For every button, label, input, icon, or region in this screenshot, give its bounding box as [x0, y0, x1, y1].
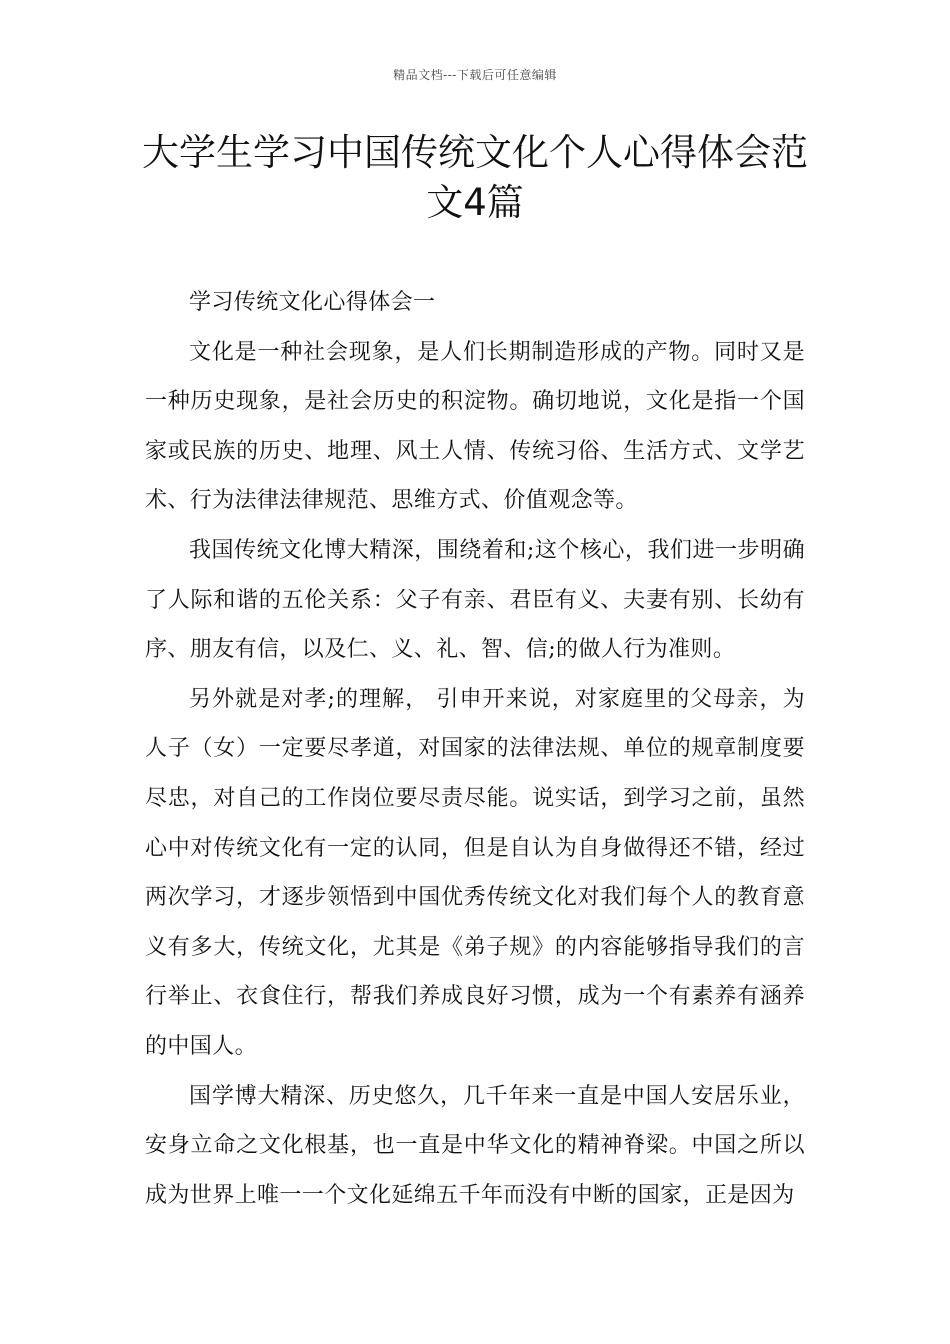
- document-title: 大学生学习中国传统文化个人心得体会范文4篇: [142, 131, 808, 224]
- paragraph: 文化是一种社会现象，是人们长期制造形成的产物。同时又是一种历史现象，是社会历史的积淀物。确切地说，文化是指一个国家或民族的历史、地理、风土人情、传统习俗、生活方式、文学艺术、行为法律法律规范、思维方式、价值观念等。: [145, 339, 805, 514]
- section-heading: 学习传统文化心得体会一: [189, 290, 436, 315]
- document-body: [145, 278, 805, 1220]
- paragraph: 另外就是对孝;的理解， 引申开来说，对家庭里的父母亲，为人子（女）一定要尽孝道，对国家的法律法规、单位的规章制度要尽忠，对自己的工作岗位要尽责尽能。说实话，到学习之前，虽然心中对传统文化有一定的认同，但是自认为自身做得还不错，经过两次学习，才逐步领悟到中国优秀传统文化对我们每个人的教育意义有多大，传统文化，尤其是《弟子规》的内容能够指导我们的言行举止、衣食住行，帮我们养成良好习惯，成为一个有素养有涵养的中国人。: [145, 686, 805, 1059]
- paragraph: 我国传统文化博大精深，围绕着和;这个核心，我们进一步明确了人际和谐的五伦关系：父子有亲、君臣有义、夫妻有别、长幼有序、朋友有信，以及仁、义、礼、智、信;的做人行为准则。: [145, 537, 805, 663]
- paragraph: 国学博大精深、历史悠久，几千年来一直是中国人安居乐业，安身立命之文化根基，也一直是中华文化的精神脊梁。中国之所以成为世界上唯一一个文化延绵五千年而没有中断的国家，正是因为: [145, 1083, 805, 1208]
- header-note: 精品文档---下载后可任意编辑: [393, 68, 557, 82]
